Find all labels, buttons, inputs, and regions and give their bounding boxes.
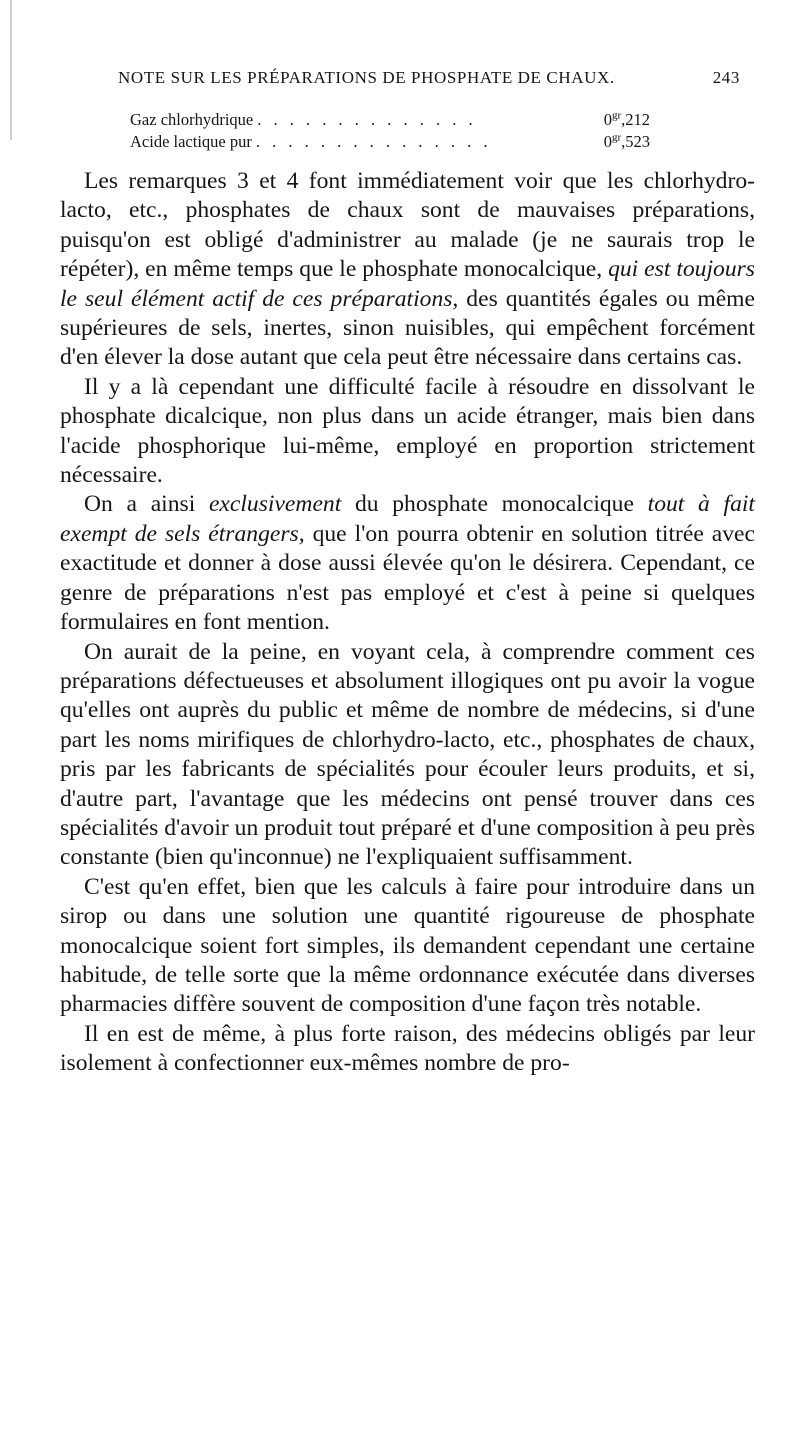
reagent-row [130, 110, 650, 132]
reagent-name: Acide lactique pur [130, 132, 252, 151]
paragraph: Les remarques 3 et 4 font immédiatement voir que les chlorhydro-lacto, etc., phosphates de chaux sont de mauvaises préparations, puisqu'on est obligé d'administrer au malade (je ne saurais trop le répéter), en même temps que le phosphate monocalcique, qui est toujours le seul élément actif de ces préparations, des quantités égales ou même supérieures de sels, inertes, sinon nuisibles, qui empêchent forcément d'en élever la dose autant que cela peut être nécessaire dans certains cas. [60, 168, 756, 371]
reagent-row [130, 132, 650, 154]
paragraph: On a ainsi exclusivement du phosphate monocalcique tout à fait exempt de sels étrangers, que l'on pourra obtenir en solution titrée avec exactitude et donner à dose aussi élevée qu'on le désirera. Cependant, ce genre de préparations n'est pas employé et c'est à peine si quelques formulaires en font mention. [60, 491, 755, 636]
paragraph: Il en est de même, à plus forte raison, des médecins obligés par leur isolement à confectionner eux-mêmes nombre de pro- [60, 1020, 755, 1077]
body-text [60, 167, 755, 1079]
reagent-quantity: $0^{gr},523$ [603, 131, 650, 151]
paragraph: C'est qu'en effet, bien que les calculs à faire pour introduire dans un sirop ou dans une solution une quantité rigoureuse de phosphate monocalcique soient fort simples, ils demandent cependant une certaine habitude, de telle sorte que la même ordonnance exécutée dans diverses pharmacies diffère souvent de composition d'une façon très notable. [60, 873, 755, 1018]
reagent-name: Gaz chlorhydrique [130, 110, 254, 129]
dot-leader: . . . . . . . . . . . . . . [257, 110, 477, 129]
binding-edge [10, 0, 12, 140]
paragraph: Il y a là cependant une difficulté facile à résoudre en dissolvant le phosphate dicalcique, non plus dans un acide étranger, mais bien dans l'acide phosphorique lui-même, employé en proportion strictement nécessaire. [60, 373, 755, 489]
dot-leader: . . . . . . . . . . . . . . . [255, 132, 492, 151]
running-head-title: NOTE SUR LES PRÉPARATIONS DE PHOSPHATE DE CHAUX. [118, 68, 615, 87]
page-number: 243 [712, 68, 740, 87]
reagent-quantities [130, 110, 650, 154]
reagent-quantity: $0^{gr},212$ [603, 109, 650, 129]
running-head [118, 68, 740, 88]
paragraph: On aurait de la peine, en voyant cela, à comprendre comment ces préparations défectueuses et absolument illogiques ont pu avoir la vogue qu'elles ont auprès du public et même de nombre de médecins, si d'une part les noms mirifiques de chlorhydro-lacto, etc., phosphates de chaux, pris par les fabricants de spécialités pour écouler leurs produits, et si, d'autre part, l'avantage que les médecins ont pensé trouver dans ces spécialités d'avoir un produit tout préparé et d'une composition à peu près constante (bien qu'inconnue) ne l'expliquaient suffisamment. [60, 638, 755, 871]
